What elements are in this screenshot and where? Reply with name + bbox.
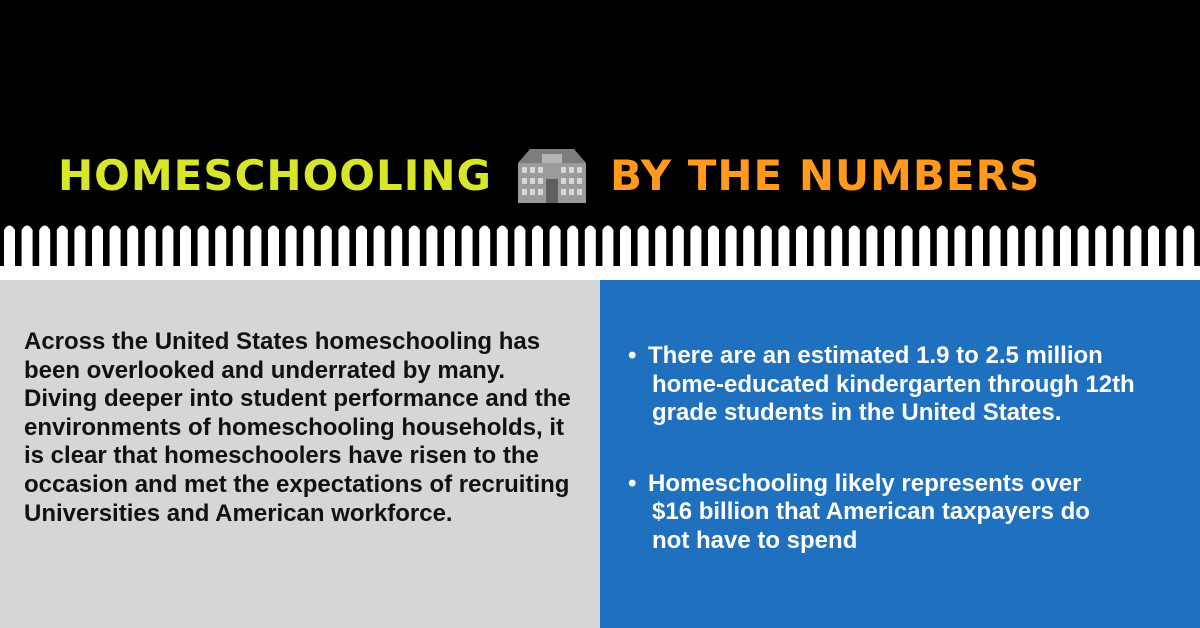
fact-item <box>628 342 1188 428</box>
fact-line: Homeschooling likely represents over <box>648 469 1082 497</box>
intro-line: occasion and met the expectations of recruiting <box>24 470 570 498</box>
fence-rail <box>0 266 1200 280</box>
bullet-icon: • <box>628 469 637 497</box>
fact-text <box>648 342 1188 428</box>
fact-line: $16 billion that American taxpayers do <box>652 498 1090 525</box>
title-by-the-numbers: BY THE NUMBERS <box>609 150 1041 200</box>
picket-fence <box>0 222 1200 280</box>
intro-paragraph <box>24 328 596 528</box>
fact-line: There are an estimated 1.9 to 2.5 million <box>648 342 1103 369</box>
intro-panel <box>0 280 600 628</box>
intro-line: Diving deeper into student performance and the <box>24 385 571 413</box>
bullet-icon: • <box>628 342 637 369</box>
header-banner <box>0 0 1200 280</box>
title-homeschooling: HOMESCHOOLING <box>58 150 492 200</box>
fact-line: not have to spend <box>652 526 858 554</box>
intro-line: Across the United States homeschooling has <box>24 328 541 355</box>
fact-item <box>628 470 1188 556</box>
page-title <box>58 140 1040 210</box>
intro-line: Universities and American workforce. <box>24 499 453 527</box>
fact-line: home-educated kindergarten through 12th <box>652 370 1135 398</box>
intro-line: been overlooked and underrated by many. <box>24 356 506 384</box>
facts-panel <box>600 280 1200 628</box>
intro-line: is clear that homeschoolers have risen to the <box>24 442 539 470</box>
school-house-icon <box>512 145 592 205</box>
fact-text <box>648 470 1188 556</box>
facts-list <box>628 342 1188 597</box>
fact-line: grade students in the United States. <box>652 399 1062 426</box>
intro-line: environments of homeschooling households, it <box>24 413 565 441</box>
